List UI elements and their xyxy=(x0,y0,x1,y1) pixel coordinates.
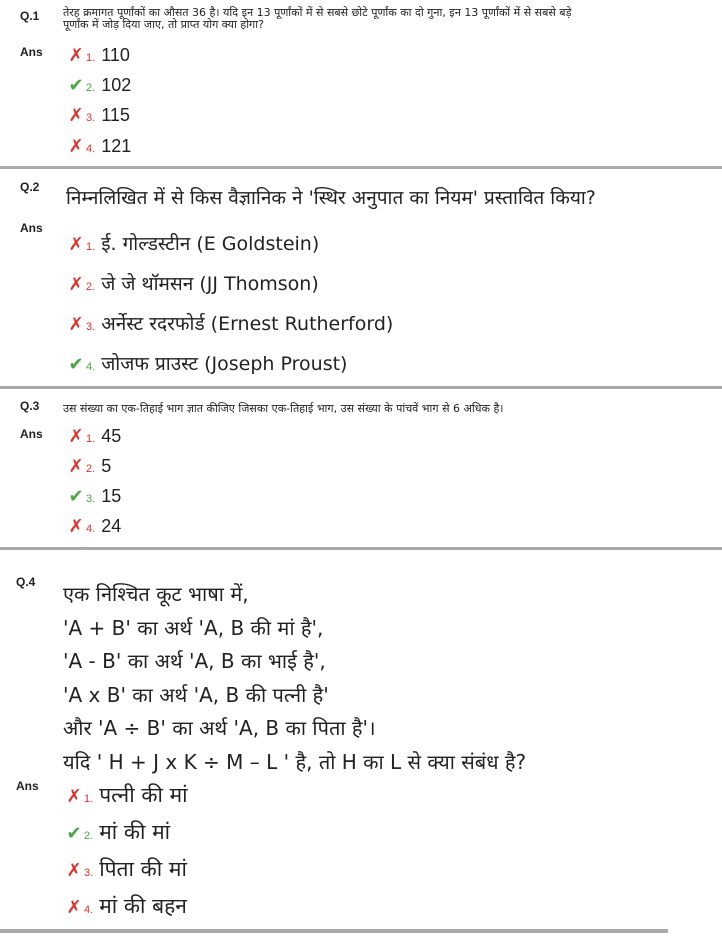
cross-icon: ✗ xyxy=(68,426,84,447)
option-1[interactable]: ✗ 1. ई. गोल्डस्टीन (E Goldstein) xyxy=(68,233,320,255)
option-3[interactable]: ✗ 3. अर्नेस्ट रदरफोर्ड (Ernest Rutherford) xyxy=(68,313,394,335)
check-icon: ✔ xyxy=(68,75,84,96)
question-number: Q.1 xyxy=(20,9,40,23)
check-icon: ✔ xyxy=(66,823,82,844)
separator xyxy=(0,929,668,933)
check-icon: ✔ xyxy=(68,354,84,375)
cross-icon: ✗ xyxy=(68,234,84,255)
option-1[interactable]: ✗ 1. 45 xyxy=(68,426,122,447)
separator xyxy=(0,386,722,389)
separator xyxy=(0,547,722,550)
answer-label: Ans xyxy=(16,779,39,793)
separator xyxy=(0,166,722,169)
question-number: Q.3 xyxy=(20,399,40,413)
option-2[interactable]: ✔ 2. मां की मां xyxy=(66,820,171,844)
question-text: तेरह क्रमागत पूर्णांकों का औसत 36 है। यदि इन 13 पूर्णांकों में से सबसे छोटे पूर्णांक का दो गुना, इन 13 पूर्णांकों में से सबसे बड़े पूर्णांक में जोड़ दिया जाए, तो प्राप्त योग क्या होगा? xyxy=(63,6,572,31)
option-4[interactable]: ✗ 4. 24 xyxy=(68,516,122,537)
option-2[interactable]: ✔ 2. 102 xyxy=(68,75,132,96)
option-3[interactable]: ✗ 3. 115 xyxy=(68,105,130,126)
answer-label: Ans xyxy=(20,427,43,441)
question-text: निम्नलिखित में से किस वैज्ञानिक ने 'स्थिर अनुपात का नियम' प्रस्तावित किया? xyxy=(66,187,596,209)
option-2[interactable]: ✗ 2. जे जे थॉमसन (JJ Thomson) xyxy=(68,273,319,295)
question-number: Q.2 xyxy=(20,180,40,194)
question-text: एक निश्चित कूट भाषा में, 'A + B' का अर्थ 'A, B की मां है', 'A - B' का अर्थ 'A, B का भाई है', 'A x B' का अर्थ 'A, B की पत्नी है' और 'A ÷ B' का अर्थ 'A, B का पिता है'। यदि ' H + J x K ÷ M – L ' है, तो H का L से क्या संबंध है? xyxy=(63,582,527,774)
cross-icon: ✗ xyxy=(68,45,84,66)
cross-icon: ✗ xyxy=(68,136,84,157)
answer-label: Ans xyxy=(20,221,43,235)
option-3[interactable]: ✔ 3. 15 xyxy=(68,486,122,507)
cross-icon: ✗ xyxy=(68,105,84,126)
check-icon: ✔ xyxy=(68,486,84,507)
option-1[interactable]: ✗ 1. पत्नी की मां xyxy=(66,783,188,807)
cross-icon: ✗ xyxy=(66,897,82,918)
cross-icon: ✗ xyxy=(68,274,84,295)
option-1[interactable]: ✗ 1. 110 xyxy=(68,45,130,66)
option-3[interactable]: ✗ 3. पिता की मां xyxy=(66,857,187,881)
option-4[interactable]: ✔ 4. जोजफ प्राउस्ट (Joseph Proust) xyxy=(68,353,348,375)
question-text: उस संख्या का एक-तिहाई भाग ज्ञात कीजिए जिसका एक-तिहाई भाग, उस संख्या के पांचवें भाग से 6 अधिक है। xyxy=(63,402,504,415)
cross-icon: ✗ xyxy=(68,314,84,335)
cross-icon: ✗ xyxy=(66,860,82,881)
option-2[interactable]: ✗ 2. 5 xyxy=(68,456,112,477)
answer-label: Ans xyxy=(20,45,43,59)
option-4[interactable]: ✗ 4. मां की बहन xyxy=(66,894,187,918)
option-4[interactable]: ✗ 4. 121 xyxy=(68,136,132,157)
cross-icon: ✗ xyxy=(68,516,84,537)
cross-icon: ✗ xyxy=(68,456,84,477)
question-number: Q.4 xyxy=(16,575,36,589)
cross-icon: ✗ xyxy=(66,786,82,807)
